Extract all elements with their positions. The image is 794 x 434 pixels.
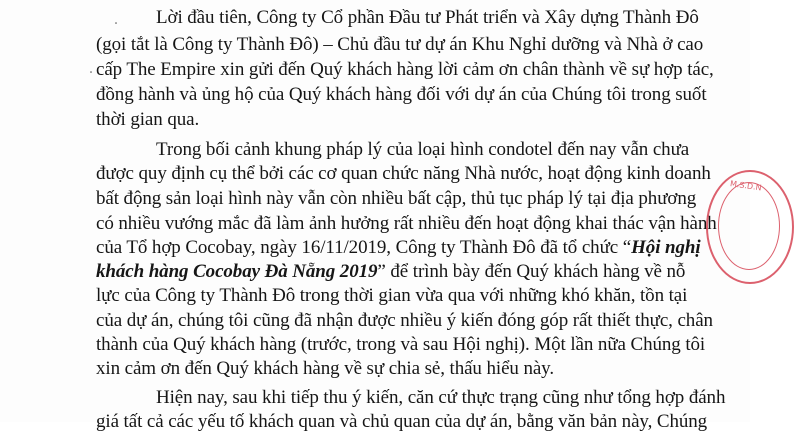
paragraph-1-line-4: đồng hành và ủng hộ của Quý khách hàng đối với dự án của Chúng tôi trong suốt bbox=[96, 84, 707, 105]
red-stamp bbox=[706, 170, 794, 284]
paragraph-3-line-2: giá tất cả các yếu tố khách quan và chủ quan của dự án, bằng văn bản này, Chúng bbox=[96, 411, 708, 432]
paragraph-2-line-5 bbox=[96, 236, 701, 260]
event-title-part-1: Hội nghị bbox=[631, 237, 701, 258]
paragraph-2-line-10: xin cảm ơn đến Quý khách hàng về sự chia sẻ, thấu hiểu này. bbox=[96, 358, 554, 379]
paragraph-2-line-4: có nhiều vướng mắc đã làm ảnh hưởng rất nhiều đến hoạt động khai thác vận hành bbox=[96, 213, 717, 234]
scan-blot-top-left: . bbox=[114, 11, 118, 28]
paragraph-2-line-1: Trong bối cảnh khung pháp lý của loại hình condotel đến nay vẫn chưa bbox=[156, 139, 690, 160]
paragraph-1-line-2: (gọi tắt là Công ty Thành Đô) – Chủ đầu tư dự án Khu Nghỉ dưỡng và Nhà ở cao bbox=[96, 34, 704, 55]
paragraph-2-line-6 bbox=[96, 260, 685, 284]
paragraph-2-line-7: lực của Công ty Thành Đô trong thời gian vừa qua với những khó khăn, tồn tại bbox=[96, 285, 688, 306]
paragraph-2-line-8: của dự án, chúng tôi cũng đã nhận được nhiều ý kiến đóng góp rất thiết thực, chân bbox=[96, 310, 713, 331]
paragraph-2-line-9: thành của Quý khách hàng (trước, trong và sau Hội nghị). Một lần nữa Chúng tôi bbox=[96, 334, 706, 355]
stamp-inner-ring bbox=[718, 182, 780, 270]
event-title-part-2: khách hàng Cocobay Đà Nẵng 2019 bbox=[96, 261, 378, 282]
paragraph-2-line-3: bất động sản loại hình này vẫn còn nhiều bất cập, thủ tục pháp lý tại địa phương bbox=[96, 188, 697, 209]
line-6-text-after: ” để trình bày đến Quý khách hàng về nỗ bbox=[377, 261, 686, 282]
paragraph-1-line-3: cấp The Empire xin gửi đến Quý khách hàng lời cảm ơn chân thành về sự hợp tác, bbox=[96, 59, 714, 80]
line-5-text-before: của Tổ hợp Cocobay, ngày 16/11/2019, Công ty Thành Đô đã tổ chức “ bbox=[96, 237, 632, 258]
paragraph-1-line-5: thời gian qua. bbox=[96, 109, 200, 130]
stamp-text: M.S.D.N bbox=[729, 179, 763, 193]
scan-blot-left: . bbox=[89, 60, 93, 77]
paragraph-1-line-1: Lời đầu tiên, Công ty Cổ phần Đầu tư Phát triển và Xây dựng Thành Đô bbox=[156, 7, 699, 28]
paragraph-3-line-1: Hiện nay, sau khi tiếp thu ý kiến, căn cứ thực trạng cũng như tổng hợp đánh bbox=[156, 387, 726, 408]
paragraph-2-line-2: được quy định cụ thể bởi các cơ quan chức năng Nhà nước, hoạt động kinh doanh bbox=[96, 163, 711, 184]
